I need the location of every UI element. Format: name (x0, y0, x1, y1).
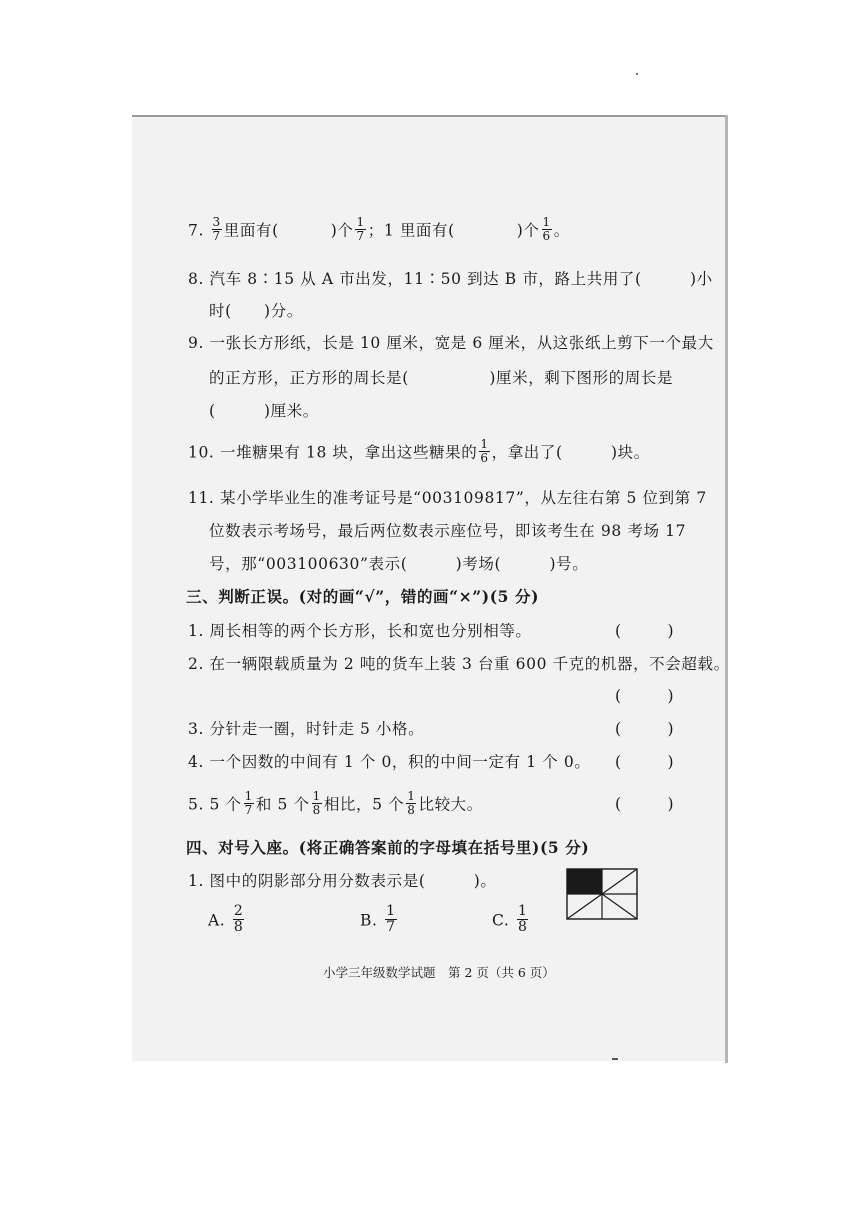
question-11-line3: 号，那“003100630”表示( )考场( )号。 (209, 555, 589, 573)
shaded-rectangle-figure (566, 868, 638, 920)
section-4-title: 四、对号入座。(将正确答案前的字母填在括号里)(5 分) (186, 838, 590, 857)
fraction: $\frac{1}{8}$ (312, 789, 321, 817)
paper-right-edge (725, 115, 728, 1063)
judge-item-3: 3. 分针走一圈，时针走 5 小格。 (188, 720, 425, 738)
judge-item-1: 1. 周长相等的两个长方形，长和宽也分别相等。 (188, 622, 532, 640)
fraction: $\frac{1}{7}$ (386, 903, 396, 935)
judge-item-2: 2. 在一辆限载质量为 2 吨的货车上装 3 台重 600 千克的机器，不会超载。 (188, 655, 730, 673)
fraction: $\frac{3}{7}$ (212, 215, 221, 243)
question-9-line2: 的正方形，正方形的周长是( )厘米，剩下图形的周长是 (209, 369, 674, 387)
section-3-title: 三、判断正误。(对的画“√”，错的画“×”)(5 分) (186, 587, 540, 606)
answer-paren: ( ) (615, 753, 674, 771)
question-8-line2: 时( )分。 (209, 302, 303, 320)
shaded-region (567, 869, 602, 894)
fraction: $\frac{1}{6}$ (542, 215, 551, 243)
answer-paren: ( ) (615, 687, 674, 705)
question-9-line3: ( )厘米。 (209, 402, 319, 420)
question-7: 7. $\frac{3}{7}$ 里面有( )个 $\frac{1}{7}$ ；1 里面有( )个 $\frac{1}{6}$ 。 (188, 215, 570, 243)
answer-paren: ( ) (615, 622, 674, 640)
option-a: A. $\frac{2}{8}$ (208, 903, 244, 935)
page-footer: 小学三年级数学试题 第 2 页（共 6 页） (323, 965, 555, 980)
fraction: $\frac{1}{6}$ (480, 437, 489, 465)
option-c: C. $\frac{1}{8}$ (492, 903, 528, 935)
speck (612, 1058, 618, 1060)
question-11-line2: 位数表示考场号，最后两位数表示座位号，即该考生在 98 考场 17 (209, 522, 687, 540)
question-11-line1: 11. 某小学毕业生的准考证号是“003109817”，从左往右第 5 位到第 7 (188, 489, 707, 507)
fraction: $\frac{1}{8}$ (407, 789, 416, 817)
speck (636, 73, 638, 75)
fraction: $\frac{1}{7}$ (356, 215, 365, 243)
question-8-line1: 8. 汽车 8∶15 从 A 市出发，11∶50 到达 B 市，路上共用了( )小 (188, 270, 713, 288)
question-9-line1: 9. 一张长方形纸，长是 10 厘米，宽是 6 厘米，从这张纸上剪下一个最大 (188, 334, 714, 352)
fraction: $\frac{1}{8}$ (517, 903, 528, 935)
option-b: B. $\frac{1}{7}$ (360, 903, 396, 935)
answer-paren: ( ) (615, 720, 674, 738)
answer-paren: ( ) (615, 795, 674, 813)
judge-item-4: 4. 一个因数的中间有 1 个 0，积的中间一定有 1 个 0。 (188, 753, 591, 771)
paper-top-edge (132, 115, 726, 117)
judge-item-5: 5. 5 个 $\frac{1}{7}$ 和 5 个 $\frac{1}{8}$ 相比，5 个 $\frac{1}{8}$ 比较大。 (188, 789, 483, 817)
choice-question-1: 1. 图中的阴影部分用分数表示是( )。 (188, 872, 497, 890)
fraction: $\frac{1}{7}$ (244, 789, 253, 817)
question-10: 10. 一堆糖果有 18 块，拿出这些糖果的 $\frac{1}{6}$ ，拿出了( )块。 (188, 437, 650, 465)
fraction: $\frac{2}{8}$ (233, 903, 244, 935)
